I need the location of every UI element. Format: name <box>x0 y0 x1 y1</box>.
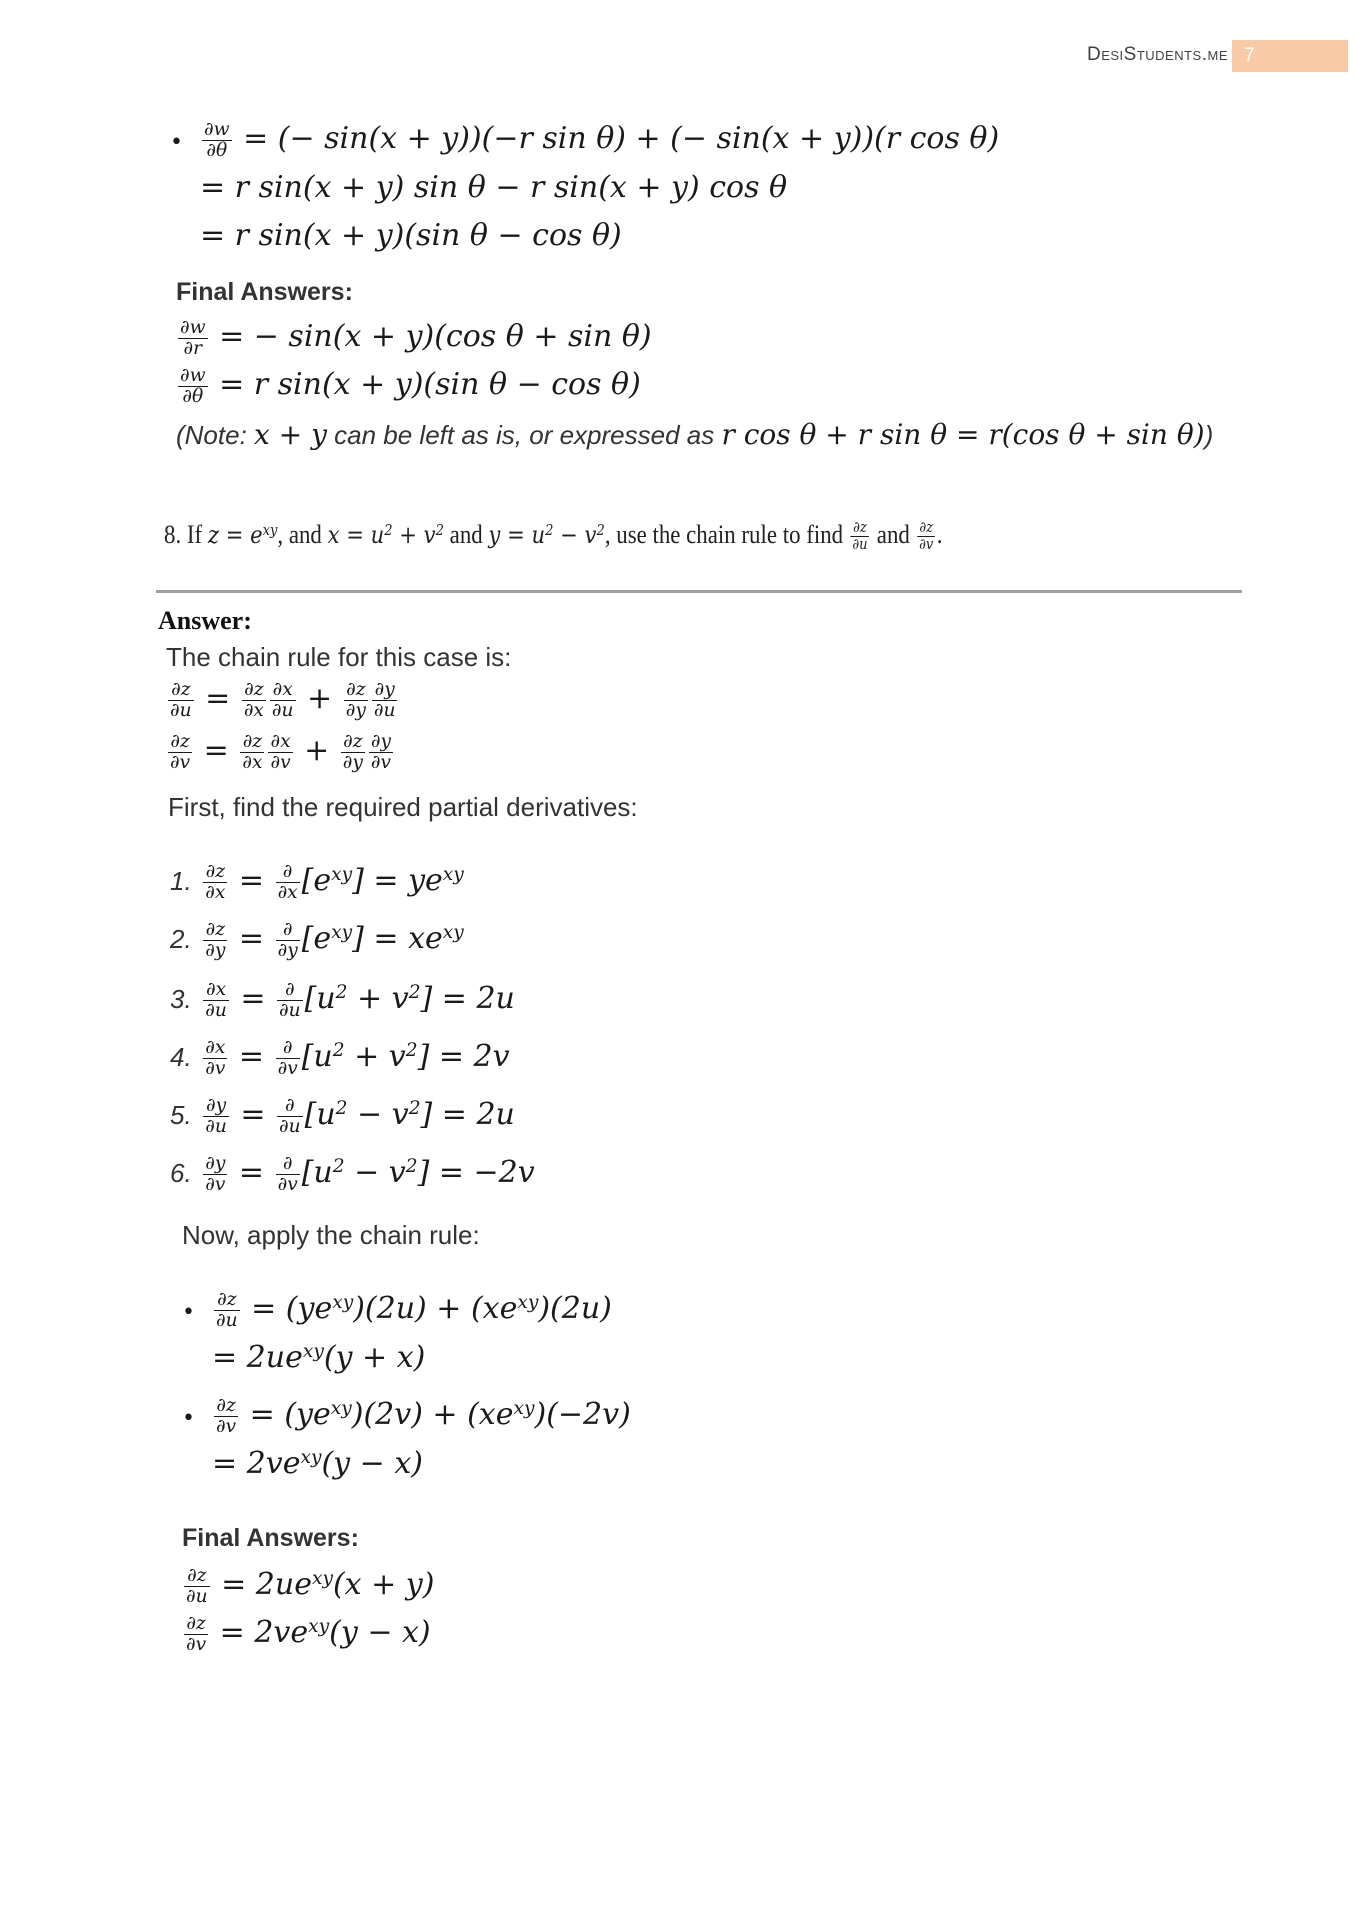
chain-rule-dv: $\frac{\partial z}{\partial v}$ = $\frac{\partial z}{\partial x}$ $\frac{\partial x}{\partial v}$ + $\frac{\partial z}{\partial y}$ $\frac{\partial y}{\partial v}$ <box>170 731 392 773</box>
note-d: r cos θ + r sin θ = r(cos θ + sin θ) <box>721 418 1205 451</box>
deriv-rhs: = 2v <box>438 1039 510 1075</box>
deriv-rhs: = −2v <box>438 1155 535 1191</box>
deriv-num: 3. <box>170 984 192 1015</box>
dz-du-line2: = $2ue^{xy}(y + x)$ <box>212 1340 426 1375</box>
problem-text-a: 8. If <box>164 520 208 549</box>
deriv-num: 5. <box>170 1100 192 1131</box>
problem-text-d: , use the chain rule to find <box>604 520 849 549</box>
problem-y-def: $y = u^2 - v^2$ <box>488 520 605 549</box>
final-answers-heading: Final Answers: <box>176 278 353 306</box>
note-e: ) <box>1204 420 1214 450</box>
deriv-num: 1. <box>170 866 192 897</box>
final-dw-dtheta-rhs: = r sin(x + y)(sin θ − cos θ) <box>219 367 641 403</box>
dz-dv-line2: = $2ve^{xy}(y - x)$ <box>212 1446 423 1481</box>
problem-8: 8. If $z = e^{xy}$, and $x = u^2 + v^2$ and $y = u^2 - v^2$, use the chain rule to find $\frac{\partial z}{\partial u}$ and $\frac{\partial z}{\partial v}$ . <box>164 518 943 553</box>
final-dw-dtheta: $\frac{\partial w}{\partial\theta}$ = r sin(x + y)(sin θ − cos θ) <box>180 365 641 407</box>
deriv-rhs: = 2u <box>441 981 515 1017</box>
deriv-rhs: = xe <box>373 921 443 957</box>
note-b: x + y <box>254 418 327 451</box>
problem-z-def: $z = e^{xy}$ <box>207 520 278 549</box>
answer-heading: Answer: <box>158 606 252 635</box>
deriv-5: 5. $\frac{\partial y}{\partial u}$ = $\frac{\partial}{\partial u}$ $[u^2 - v^2] = 2u$ <box>170 1095 515 1137</box>
deriv-6: 6. $\frac{\partial y}{\partial v}$ = $\frac{\partial}{\partial v}$ $[u^2 - v^2] = -2v$ <box>170 1153 535 1195</box>
final-dz-dv: $\frac{\partial z}{\partial v}$ = $2ve^{xy}(y - x)$ <box>186 1613 431 1655</box>
bullet: • <box>182 1300 195 1325</box>
dw-dtheta-line2: = r sin(x + y) sin θ − r sin(x + y) cos θ <box>200 170 788 205</box>
deriv-4: 4. $\frac{\partial x}{\partial v}$ = $\frac{\partial}{\partial v}$ $[u^2 + v^2] = 2v$ <box>170 1037 510 1079</box>
dw-dtheta-line1: $\frac{\partial w}{\partial\theta}$ = (− sin(x + y))(−r sin θ) + (− sin(x + y))(r cos θ) <box>204 119 1000 161</box>
deriv-rhs: = ye <box>373 863 443 899</box>
header-site-name: DesiStudents.me <box>1086 44 1228 65</box>
deriv-num: 2. <box>170 924 192 955</box>
problem-text-e: and <box>871 520 916 549</box>
find-derivatives-text: First, find the required partial derivatives: <box>168 792 638 822</box>
chain-rule-intro: The chain rule for this case is: <box>166 642 512 672</box>
deriv-num: 4. <box>170 1042 192 1073</box>
deriv-2: 2. $\frac{\partial z}{\partial y}$ = $\frac{\partial}{\partial y}$ $[e^{xy}] = xe^{xy}$ <box>170 919 464 961</box>
note-c: can be left as is, or expressed as <box>326 420 722 450</box>
divider <box>156 590 1242 593</box>
problem-text-c: and <box>443 520 489 549</box>
apply-chain-rule-text: Now, apply the chain rule: <box>182 1220 480 1250</box>
deriv-num: 6. <box>170 1158 192 1189</box>
bullet: • <box>182 1406 195 1431</box>
problem-text-b: , and <box>277 520 328 549</box>
page-number: 7 <box>1232 40 1348 72</box>
final-answers-heading-2: Final Answers: <box>182 1524 359 1552</box>
final-dz-du: $\frac{\partial z}{\partial u}$ = $2ue^{xy}(x + y)$ <box>186 1565 435 1607</box>
note-line <box>176 418 1213 451</box>
deriv-3: 3. $\frac{\partial x}{\partial u}$ = $\frac{\partial}{\partial u}$ $[u^2 + v^2] = 2u$ <box>170 979 515 1021</box>
bullet: • <box>170 130 183 155</box>
final-dw-dr: $\frac{\partial w}{\partial r}$ = − sin(x + y)(cos θ + sin θ) <box>180 317 652 359</box>
chain-rule-du: $\frac{\partial z}{\partial u}$ = $\frac{\partial z}{\partial x}$ $\frac{\partial x}{\partial u}$ + $\frac{\partial z}{\partial y}$ $\frac{\partial y}{\partial u}$ <box>170 679 396 721</box>
deriv-1: 1. $\frac{\partial z}{\partial x}$ = $\frac{\partial}{\partial x}$ $[e^{xy}] = ye^{xy}$ <box>170 861 464 903</box>
dz-dv-line1: $\frac{\partial z}{\partial v}$ = $(ye^{xy})(2v) + (xe^{xy})(-2v)$ <box>216 1395 631 1437</box>
problem-text-f: . <box>936 520 943 549</box>
dw-dtheta-line3: = r sin(x + y)(sin θ − cos θ) <box>200 218 622 253</box>
line1-rhs: = (− sin(x + y))(−r sin θ) + (− sin(x + y))(r cos θ) <box>243 121 1000 157</box>
dz-du-line1: $\frac{\partial z}{\partial u}$ = $(ye^{xy})(2u) + (xe^{xy})(2u)$ <box>216 1289 612 1331</box>
problem-x-def: $x = u^2 + v^2$ <box>327 520 444 549</box>
deriv-rhs: = 2u <box>441 1097 515 1133</box>
note-a: (Note: <box>176 420 255 450</box>
final-dw-dr-rhs: = − sin(x + y)(cos θ + sin θ) <box>219 319 652 355</box>
